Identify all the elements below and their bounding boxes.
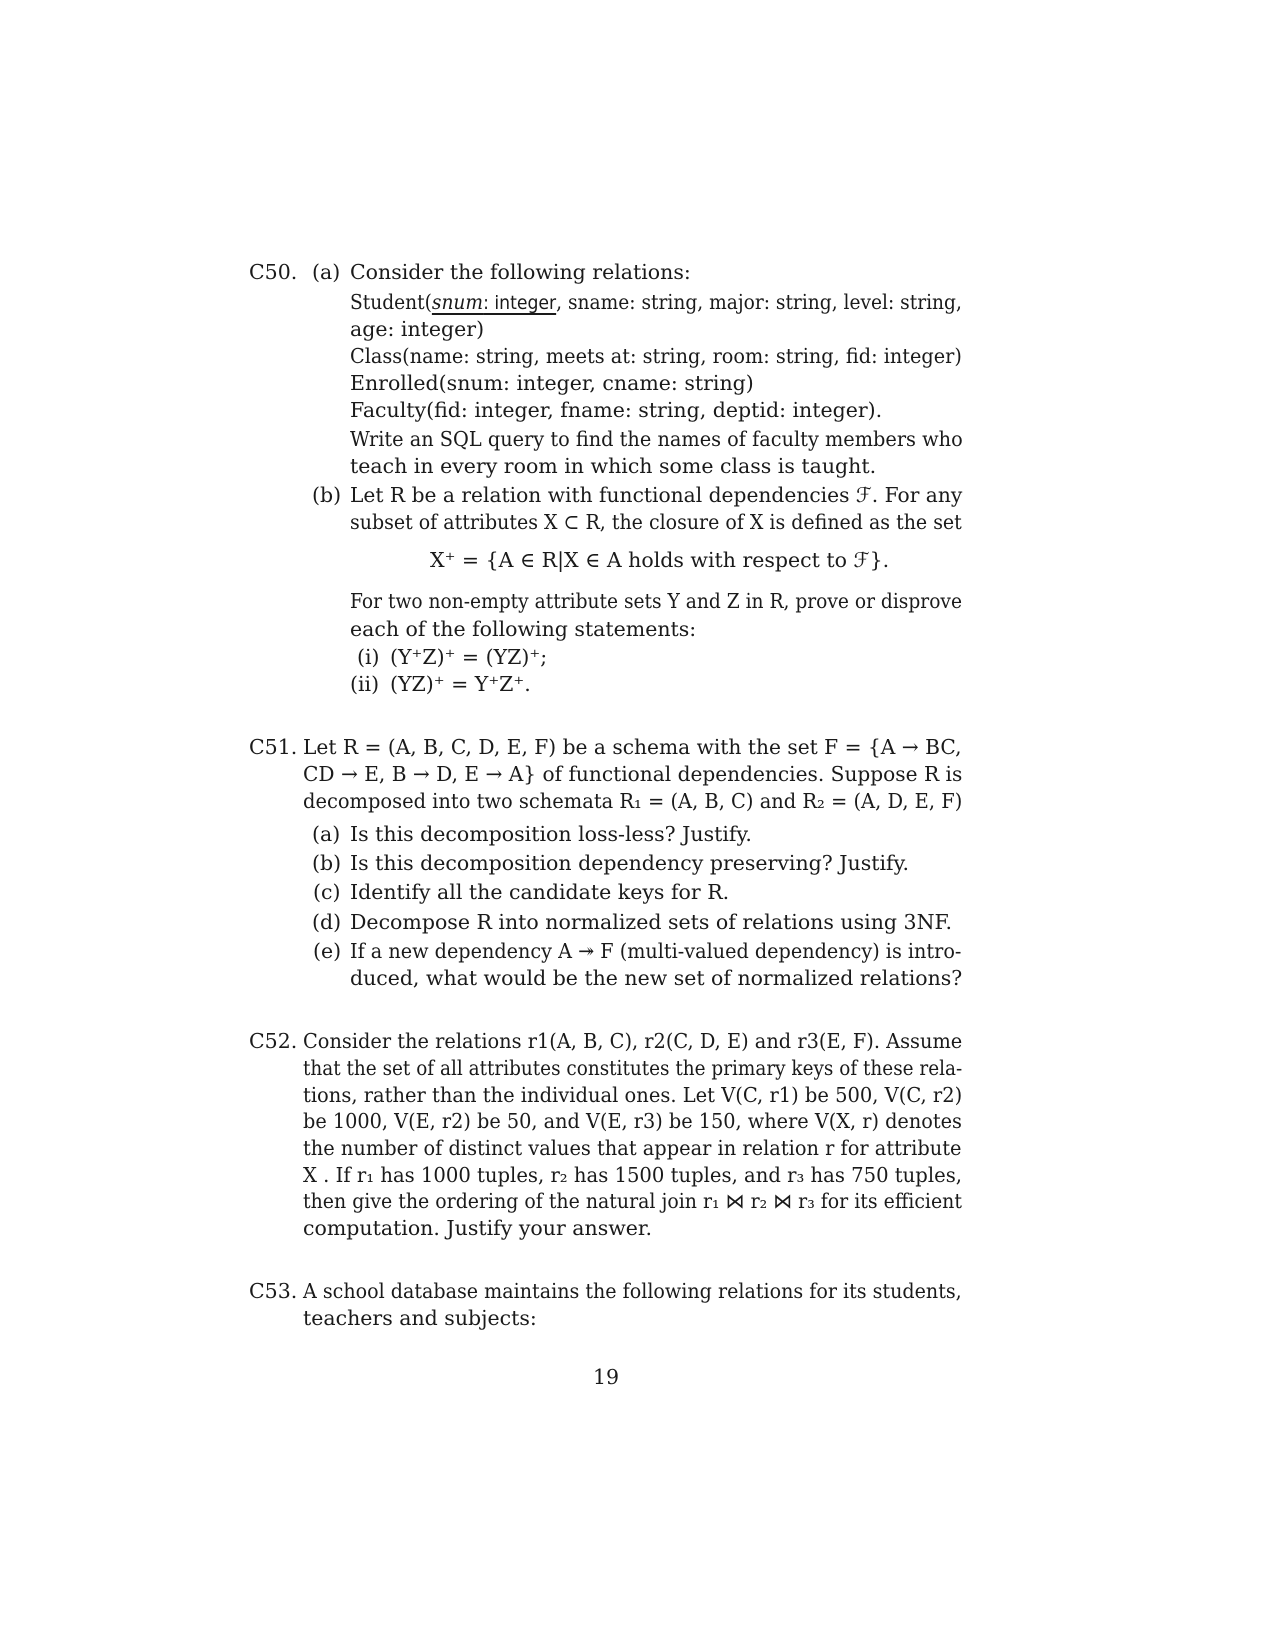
c51-item-text: If a new dependency A ↠ F (multi-valued dependency) is intro- — [350, 939, 962, 963]
question-number-c52: C52. — [249, 1029, 298, 1053]
relation-enrolled: Enrolled(snum: integer, cname: string) — [350, 371, 754, 395]
part-a-intro: Consider the following relations: — [350, 260, 691, 284]
c52-line: the number of distinct values that appear in relation r for attribute — [303, 1136, 962, 1160]
c51-line-2: CD → E, B → D, E → A} of functional dependencies. Suppose R is — [303, 762, 963, 786]
c52-line: be 1000, V(E, r2) be 50, and V(E, r3) be 150, where V(X, r) denotes — [303, 1109, 962, 1133]
c51-item-label: (d) — [312, 910, 342, 934]
relation-student-line-1: Student(snum: integer, sname: string, major: string, level: string, — [350, 290, 962, 314]
c51-item-text: Decompose R into normalized sets of relations using 3NF. — [350, 910, 953, 934]
statement-i: (Y⁺Z)⁺ = (YZ)⁺; — [390, 645, 548, 669]
c52-line: computation. Justify your answer. — [303, 1216, 652, 1240]
statement-ii: (YZ)⁺ = Y⁺Z⁺. — [390, 672, 531, 696]
closure-formula: X⁺ = {A ∈ R|X ∈ A holds with respect to ℱ}. — [430, 548, 890, 572]
page-number: 19 — [593, 1365, 620, 1389]
c51-line-1: Let R = (A, B, C, D, E, F) be a schema with the set F = {A → BC, — [303, 735, 962, 759]
relation-class: Class(name: string, meets at: string, room: string, fid: integer) — [350, 344, 962, 368]
c52-line: tions, rather than the individual ones. Let V(C, r1) be 500, V(C, r2) — [303, 1083, 963, 1107]
part-b-text-2: subset of attributes X ⊂ R, the closure of X is defined as the set — [350, 510, 962, 534]
c51-item-e-continuation: duced, what would be the new set of normalized relations? — [350, 966, 963, 990]
part-a-task-line-2: teach in every room in which some class is taught. — [350, 454, 877, 478]
c52-line: Consider the relations r1(A, B, C), r2(C, D, E) and r3(E, F). Assume — [303, 1029, 963, 1053]
part-b-text-1: Let R be a relation with functional dependencies ℱ. For any — [350, 483, 963, 507]
relation-faculty: Faculty(fid: integer, fname: string, deptid: integer). — [350, 398, 883, 422]
relation-student-line-2: age: integer) — [350, 317, 485, 341]
c51-item-label: (a) — [312, 822, 341, 846]
part-b-text-4: each of the following statements: — [350, 617, 697, 641]
c52-line: that the set of all attributes constitutes the primary keys of these rela- — [303, 1056, 963, 1080]
c53-line-2: teachers and subjects: — [303, 1306, 537, 1330]
c51-item-label: (e) — [313, 939, 342, 963]
c51-item-text: Is this decomposition dependency preserving? Justify. — [350, 851, 910, 875]
c52-line: X . If r₁ has 1000 tuples, r₂ has 1500 tuples, and r₃ has 750 tuples, — [303, 1163, 962, 1187]
part-label-b: (b) — [312, 483, 342, 507]
c51-item-label: (c) — [313, 880, 341, 904]
part-a-task-line-1: Write an SQL query to find the names of faculty members who — [350, 427, 963, 451]
c51-item-text: Is this decomposition loss-less? Justify. — [350, 822, 752, 846]
question-number-c53: C53. — [249, 1279, 298, 1303]
part-b-text-3: For two non-empty attribute sets Y and Z in R, prove or disprove — [350, 589, 962, 613]
statement-label-ii: (ii) — [350, 672, 380, 696]
c51-item-text: Identify all the candidate keys for R. — [350, 880, 730, 904]
c51-line-3: decomposed into two schemata R₁ = (A, B, C) and R₂ = (A, D, E, F) — [303, 789, 963, 813]
statement-label-i: (i) — [357, 645, 380, 669]
question-number-c50: C50. — [249, 260, 298, 284]
c51-item-label: (b) — [312, 851, 342, 875]
part-label-a: (a) — [312, 260, 341, 284]
c53-line-1: A school database maintains the following relations for its students, — [303, 1279, 962, 1303]
c52-line: then give the ordering of the natural join r₁ ⋈ r₂ ⋈ r₃ for its efficient — [303, 1189, 962, 1213]
question-number-c51: C51. — [249, 735, 298, 759]
